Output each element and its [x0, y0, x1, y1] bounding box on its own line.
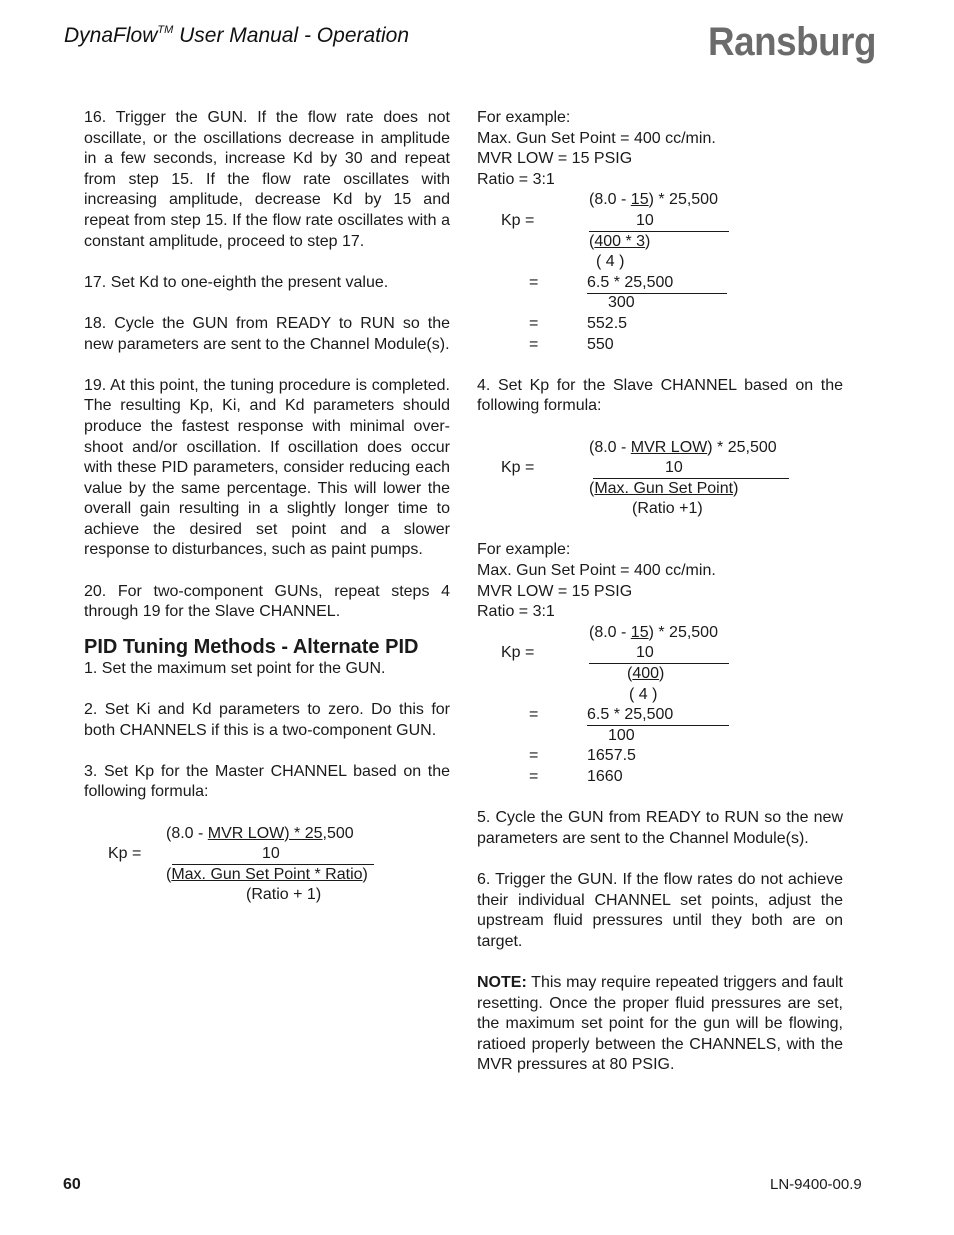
formula-line1-a: (8.0 - [166, 824, 208, 842]
example-2-line: Ratio = 3:1 [477, 603, 555, 621]
alt-step-1: 1. Set the maximum set point for the GUN. [84, 659, 386, 677]
right-column [477, 108, 843, 1076]
step-18: 18. Cycle the GUN from READY to RUN so the new parameters are sent to the Channel Module(s). [84, 314, 450, 353]
ex2-eq-1: = [529, 706, 539, 724]
formula-line1-c: 500 [326, 824, 354, 842]
document-number: LN-9400-00.9 [770, 1176, 862, 1193]
step-20: 20. For two-component GUNs, repeat steps 4 through 19 for the Slave CHANNEL. [84, 582, 450, 621]
ex2-f1-b: 15 [630, 623, 649, 641]
ex1-eq-3: = [529, 335, 539, 353]
ex1-f3-c: ) [645, 232, 651, 250]
ex2-f3-a: ( [627, 665, 633, 683]
page-number: 60 [63, 1176, 81, 1193]
manual-title [64, 24, 409, 48]
ex1-eq-2: = [529, 314, 539, 332]
step-17: 17. Set Kd to one-eighth the present value. [84, 273, 389, 291]
ex1-f3-b: 400 * 3 [594, 232, 646, 250]
f2-line4: (Ratio +1) [632, 500, 703, 518]
f2-line3-a: ( [589, 479, 595, 497]
ex1-f2: 10 [636, 211, 654, 229]
step-6: 6. Trigger the GUN. If the flow rates do not achieve their individual CHANNEL set points, adjust the upstream fluid pressures until they both are on target. [477, 870, 843, 950]
ex2-f6: 100 [608, 726, 635, 744]
step-19: 19. At this point, the tuning procedure is completed. The resulting Kp, Ki, and Kd parameters should produce the fastest response with minimal over-shoot and/or oscillation. If oscillation does occur with these PID parameters, consider reducing each value by the same percentage. This will lower the overall gain resulting in a slightly longer time to achieve the desired set point and a slower response to disturbances, such as paint pumps. [84, 376, 450, 559]
ex2-f2: 10 [636, 644, 654, 662]
note-label: NOTE: [477, 973, 527, 991]
example-1-line: For example: [477, 109, 571, 126]
ex1-f1-a: (8.0 - [589, 191, 631, 209]
title-suffix: User Manual - Operation [173, 24, 410, 47]
step-5: 5. Cycle the GUN from READY to RUN so the new parameters are sent to the Channel Module(s). [477, 809, 843, 847]
example-2-line: MVR LOW = 15 PSIG [477, 582, 633, 600]
ex1-result-2: 550 [587, 335, 614, 353]
ex2-f4: ( 4 ) [629, 685, 658, 703]
ex2-f5: 6.5 * 25,500 [587, 706, 674, 724]
f2-line1-a: (8.0 - [589, 438, 631, 456]
ex1-f4: ( 4 ) [596, 253, 625, 271]
example-1 [477, 108, 843, 355]
example-1-line: MVR LOW = 15 PSIG [477, 150, 633, 168]
slave-kp-formula [477, 438, 843, 520]
left-column [84, 108, 450, 906]
formula-line4: (Ratio + 1) [246, 886, 322, 904]
ex1-result-1: 552.5 [587, 314, 628, 332]
formula-numerator-divisor: 10 [262, 845, 280, 863]
alt-step-3: 3. Set Kp for the Master CHANNEL based on the following formula: [84, 762, 450, 801]
formula-kp-label: Kp = [108, 845, 142, 863]
title-prefix: DynaFlow [64, 24, 158, 47]
alt-step-2: 2. Set Ki and Kd parameters to zero. Do this for both CHANNELS if this is a two-component GUN. [84, 701, 450, 739]
ex1-eq-1: = [529, 273, 539, 291]
master-kp-formula [84, 824, 450, 906]
ex1-kp-label: Kp = [501, 211, 535, 229]
note [477, 973, 843, 1076]
ex2-f1-c: ) * 25,500 [648, 623, 718, 641]
example-1-line: Max. Gun Set Point = 400 cc/min. [477, 129, 716, 147]
ex2-eq-2: = [529, 747, 539, 765]
f2-line3-c: ) [733, 479, 739, 497]
ransburg-logo: Ransburg [708, 20, 877, 64]
trademark-mark: TM [157, 24, 174, 36]
ex1-f3-a: ( [589, 232, 595, 250]
step-4: 4. Set Kp for the Slave CHANNEL based on the following formula: [477, 376, 843, 415]
formula-line1-b: MVR LOW) * 25, [207, 824, 327, 842]
ex2-result-1: 1657.5 [587, 747, 636, 765]
note-text: This may require repeated triggers and fault resetting. Once the proper fluid pressures are set, the maximum set point for the gun will be flowing, ratioed properly between the CHANNELS, with the MVR pressures at 80 PSIG. [477, 973, 843, 1074]
example-2 [477, 540, 843, 787]
formula-line3-b: Max. Gun Set Point * Ratio [171, 865, 363, 883]
f2-line1-c: ) * 25,500 [707, 438, 777, 456]
ex1-f1-b: 15 [630, 191, 649, 209]
f2-line3-b: Max. Gun Set Point [594, 479, 734, 497]
example-2-line: Max. Gun Set Point = 400 cc/min. [477, 562, 716, 580]
ex2-f3-c: ) [659, 665, 665, 683]
ex2-kp-label: Kp = [501, 644, 535, 662]
f2-line1-b: MVR LOW [630, 438, 708, 456]
section-heading: PID Tuning Methods - Alternate PID [84, 635, 419, 658]
example-2-line: For example: [477, 541, 571, 559]
formula-line3-a: ( [166, 865, 172, 883]
step-16: 16. Trigger the GUN. If the flow rate does not oscillate, or the oscillations decrease in amplitude in a few seconds, increase Kd by 30 and repeat from step 15. If the flow rate oscillates with increasing amplitude, decrease Kd by 15 and repeat from step 15. If the flow rate oscillates with a constant amplitude, proceed to step 17. [84, 109, 450, 250]
formula-line3-c: ) [362, 865, 368, 883]
example-1-line: Ratio = 3:1 [477, 170, 555, 188]
ex1-f6: 300 [608, 294, 635, 312]
ex2-result-2: 1660 [587, 768, 623, 785]
ex2-f1-a: (8.0 - [589, 623, 631, 641]
ex2-eq-3: = [529, 768, 539, 785]
f2-kp-label: Kp = [501, 459, 535, 477]
f2-line2: 10 [665, 459, 683, 477]
ex1-f1-c: ) * 25,500 [648, 191, 718, 209]
ex1-f5: 6.5 * 25,500 [587, 273, 674, 291]
ex2-f3-b: 400 [632, 665, 660, 683]
